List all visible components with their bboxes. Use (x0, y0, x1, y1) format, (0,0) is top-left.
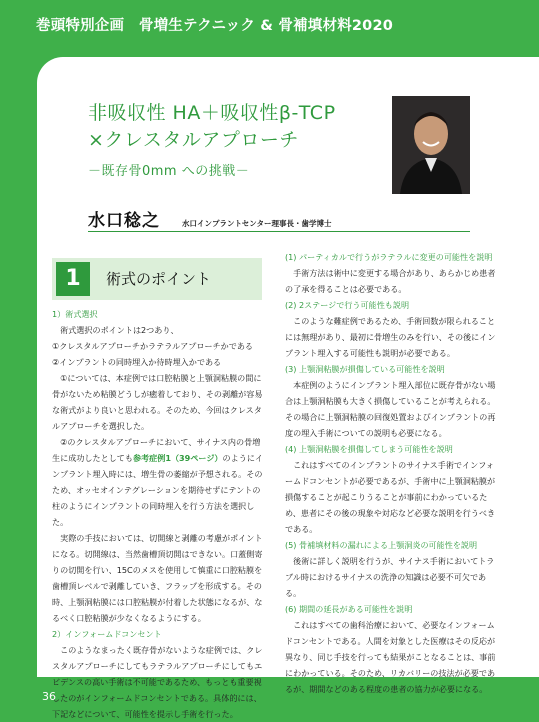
author-affiliation: 水口インプラントセンター理事長・歯学博士 (182, 219, 332, 228)
right-paragraph: このような難症例であるため、手術回数が限られることには無理があり、最初に骨増生のみを行い、その後にインプラント埋入する可能性も説明が必要である。 (285, 316, 496, 358)
page-number: 36 (42, 690, 56, 703)
right-paragraph: これはすべてのインプラントのサイナス手術でインフォームドコンセントが必要であるが、手術中に上顎洞粘膜が損傷することが起こりうることが事前にわかっているため、患者にその後の現象や対応など必要な説明を行うべきである。 (285, 460, 496, 534)
article-title-line1: 非吸収性 HA＋吸収性β-TCP (88, 102, 336, 124)
left-heading-1: 1）術式選択 (52, 309, 98, 319)
right-heading: (1) パーティカルで行うがラテラルに変更の可能性を説明 (285, 252, 493, 262)
section-number: 1 (56, 262, 90, 296)
left-paragraph: 術式選択のポイントは2つあり、 (60, 325, 179, 335)
right-paragraph: これはすべての歯科治療において、必要なインフォームドコンセントである。人間を対象とした医療はその反応が異なり、同じ手技を行っても結果がことなることは、事前にわかっている。そのため、リカバリーの技法が必要であるが、期間などのある程度の患者の協力が必要になる。 (285, 620, 496, 694)
author-name: 水口稔之 (88, 211, 160, 231)
right-heading: (6) 期間の延長がある可能性を説明 (285, 604, 413, 614)
left-text: ②のクレスタルアプローチにおいて、サイナス内の骨増生に成功したとしても (52, 437, 261, 463)
right-heading: (3) 上顎洞粘膜が損傷している可能性を説明 (285, 364, 445, 374)
page-header (0, 0, 539, 52)
article-title-line2: ×クレスタルアプローチ (88, 129, 299, 151)
left-paragraph: ②インプラントの同時埋入か待時埋入かである (52, 357, 222, 367)
right-column (285, 249, 497, 697)
section-title: 術式のポイント (106, 270, 212, 288)
left-paragraph: このようなまったく既存骨がないような症例では、クレスタルアプローチにしてもラテラルアプローチにしてもエビデンスの高い手術は不可能であるため、もっとも重要視したのがインフォームドコンセントである。具体的には、下記などについて、可能性を提示し手術を行った。 (52, 645, 263, 719)
right-heading: (4) 上顎洞粘膜を損傷してしまう可能性を説明 (285, 444, 453, 454)
reference-case-link[interactable]: 参考症例1（39ページ） (132, 453, 223, 463)
article-title-block (88, 100, 336, 179)
right-paragraph: 本症例のようにインプラント埋入部位に既存骨がない場合は上顎洞粘膜も大きく損傷していることが考えられる。その場合に上顎洞粘膜の回復処置およびインプラントの再度の埋入手術についての説明も必要になる。 (285, 380, 496, 438)
left-paragraph: ①については、本症例では口腔粘膜と上顎洞粘膜の間に骨がないため粘膜どうしが癒着しており、その剥離が容易な術式がより良いと思われる。そのため、今回はクレスタルアプローチを選択した。 (52, 373, 263, 431)
left-paragraph (52, 434, 266, 530)
title-divider (88, 231, 470, 232)
right-paragraph: 後術に詳しく説明を行うが、サイナス手術においてトラブル時におけるサイナスの洗浄の知識は必要不可欠である。 (285, 556, 495, 598)
article-subtitle: －既存骨0mm への挑戦－ (88, 164, 250, 179)
right-heading: (2) 2ステージで行う可能性も説明 (285, 300, 410, 310)
author-photo (392, 96, 470, 194)
section-heading (52, 258, 262, 300)
right-paragraph: 手術方法は術中に変更する場合があり、あらかじめ患者の了承を得ることは必要である。 (285, 268, 496, 294)
header-title: 巻頭特別企画 骨増生テクニック & 骨補填材料2020 (36, 18, 394, 34)
left-paragraph: ①クレスタルアプローチかラテラルアプローチかである (52, 341, 254, 351)
author-row (88, 206, 331, 231)
left-heading-2: 2）インフォームドコンセント (52, 629, 162, 639)
left-text: のようにインプラント埋入時には、増生骨の萎縮が予想される。そのため、オッセオインテグレーションを期待せずにテントの柱のようにインプラントの同時埋入を行う方法を選択した。 (52, 453, 264, 527)
left-column (52, 306, 266, 722)
right-heading: (5) 骨補填材料の漏れによる上顎洞炎の可能性を説明 (285, 540, 478, 550)
left-paragraph: 実際の手技においては、切開線と剥離の考慮がポイントになる。切開線は、当然歯槽頂切開はできない。口蓋側寄りの切開を行い、15Cのメスを使用して慎重に口腔粘膜を歯槽頂レベルで剥離していき、フラップを形成する。その時、上顎洞粘膜には口腔粘膜が付着した状態になるが、なるべく口腔粘膜が少なくなるようにする。 (52, 533, 263, 623)
